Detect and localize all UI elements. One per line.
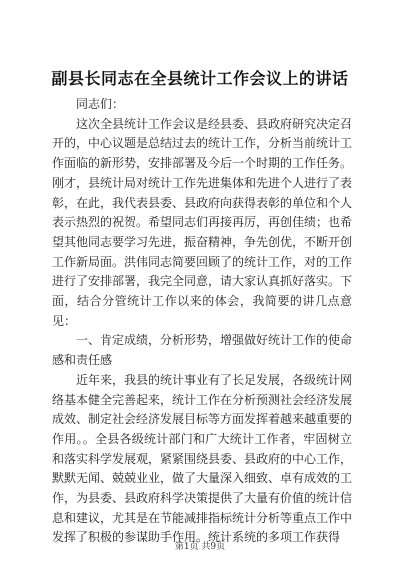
document-title: 副县长同志在全县统计工作会议上的讲话 xyxy=(51,69,349,88)
section-heading: 一、肯定成绩，分析形势，增强做好统计工作的使命感和责任感 xyxy=(52,333,353,368)
paragraph-achievements: 近年来，我县的统计事业有了长足发展，各级统计网络基本健全完善起来，统计工作在分析预测社会经济发展成效、制定社会经济发展目标等方面发挥着越来越重要的作用。。全县各级统计部门和广大统计工作者，牢固树立和落实科学发展观，紧紧围绕县委、县政府的中心工作，默默无闻、兢兢业业，做了大量深入细致、卓有成效的工作，为县委、县政府科学决策提供了大量有价值的统计信息和建议，尤其是在节能减排指标统计分析等重点工作中发挥了积极的参谋助手作用。统计系统的多项工作获得 xyxy=(52,372,353,545)
salutation: 同志们： xyxy=(76,97,125,111)
page-number: 第1页 共9页 xyxy=(174,542,226,552)
paragraph-opening: 这次全县统计工作会议是经县委、县政府研究决定召开的，中心议题是总结过去的统计工作，分析当前统计工作面临的新形势，安排部署及今后一个时期的工作任务。刚才，县统计局对统计工作先进集体和先进个人进行了表彰，在此，我代表县委、县政府向获得表彰的单位和个人表示热烈的祝贺。希望同志们再接再厉，再创佳绩；也希望其他同志要学习先进，振奋精神，争先创优，不断开创工作新局面。洪伟同志简要回顾了的统计工作，对的工作进行了安排部署，我完全同意，请大家认真抓好落实。下面，结合分管统计工作以来的体会，我简要的讲几点意见： xyxy=(52,116,353,328)
document-body xyxy=(52,95,352,548)
